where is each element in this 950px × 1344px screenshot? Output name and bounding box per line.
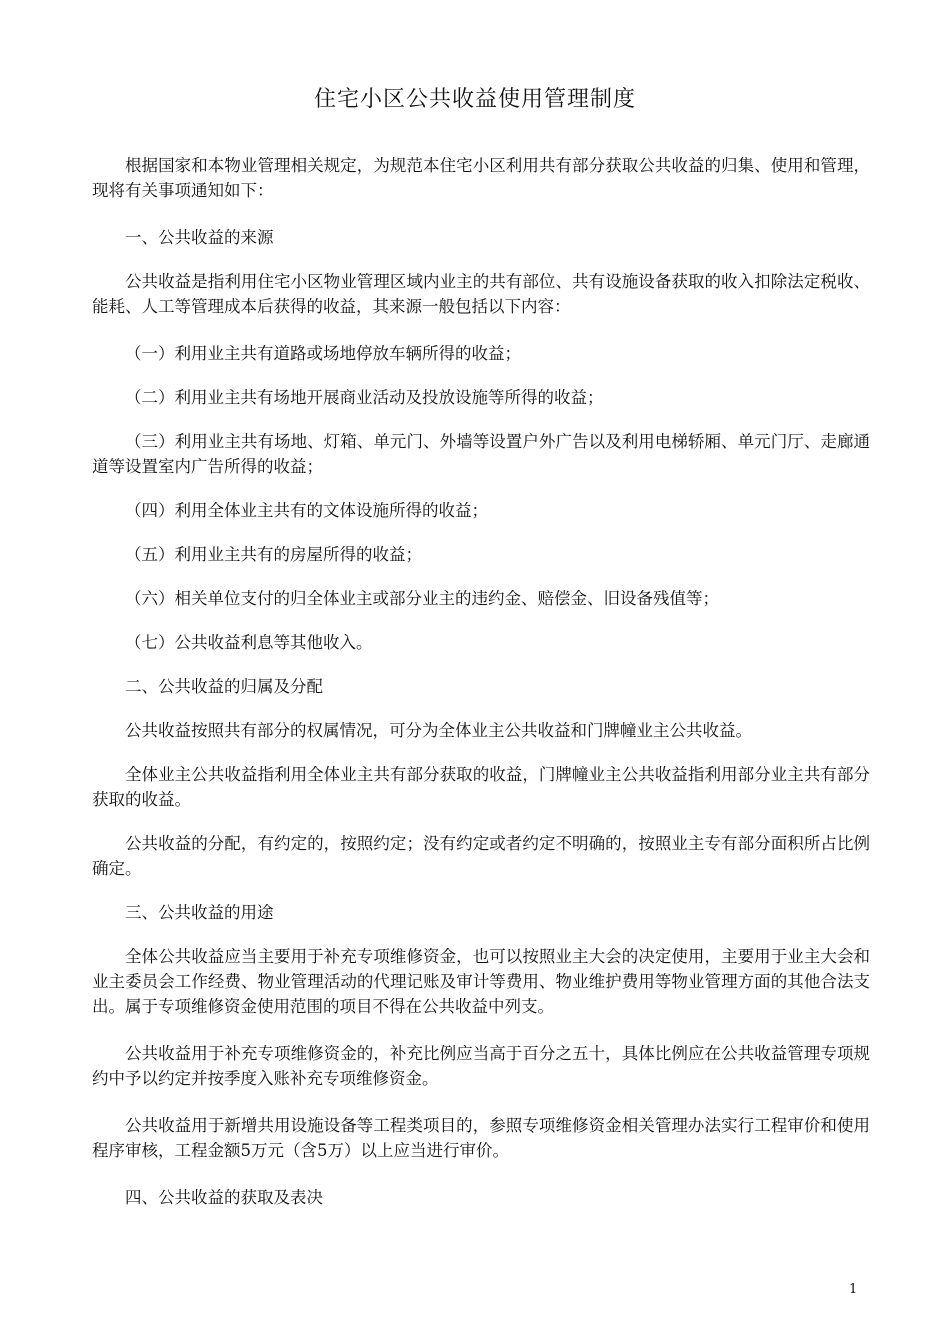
list-item: （二）利用业主共有场地开展商业活动及投放设施等所得的收益； (125, 388, 604, 407)
section-heading-ownership: 二、公共收益的归属及分配 (125, 677, 323, 696)
section-heading-uses: 三、公共收益的用途 (125, 903, 274, 922)
list-item: （四）利用全体业主共有的文体设施所得的收益； (125, 501, 488, 520)
section-heading-voting: 四、公共收益的获取及表决 (125, 1188, 323, 1207)
list-item: （三）利用业主共有场地、灯箱、单元门、外墙等设置户外广告以及利用电梯轿厢、单元门厅、走廊通道等设置室内广告所得的收益； (92, 432, 870, 476)
list-item: （六）相关单位支付的归全体业主或部分业主的违约金、赔偿金、旧设备残值等； (125, 589, 719, 608)
list-item: （七）公共收益利息等其他收入。 (125, 633, 373, 652)
sources-paragraph: 公共收益是指利用住宅小区物业管理区域内业主的共有部位、共有设施设备获取的收入扣除法定税收、能耗、人工等管理成本后获得的收益，其来源一般包括以下内容： (92, 272, 870, 316)
list-item: （一）利用业主共有道路或场地停放车辆所得的收益； (125, 344, 521, 363)
page-number: 1 (849, 1282, 858, 1297)
uses-paragraph: 公共收益用于新增共用设施设备等工程类项目的，参照专项维修资金相关管理办法实行工程审价和使用程序审核，工程金额5万元（含5万）以上应当进行审价。 (92, 1116, 870, 1160)
ownership-paragraph: 公共收益的分配，有约定的，按照约定；没有约定或者约定不明确的，按照业主专有部分面积所占比例确定。 (92, 834, 870, 878)
ownership-paragraph: 全体业主公共收益指利用全体业主共有部分获取的收益，门牌幢业主公共收益指利用部分业主共有部分获取的收益。 (92, 765, 870, 809)
document-body (92, 153, 870, 1229)
ownership-paragraph: 公共收益按照共有部分的权属情况，可分为全体业主公共收益和门牌幢业主公共收益。 (125, 721, 752, 740)
intro-paragraph: 根据国家和本物业管理相关规定，为规范本住宅小区利用共有部分获取公共收益的归集、使用和管理，现将有关事项通知如下： (92, 156, 870, 200)
list-item: （五）利用业主共有的房屋所得的收益； (125, 545, 422, 564)
uses-paragraph: 全体公共收益应当主要用于补充专项维修资金，也可以按照业主大会的决定使用，主要用于业主大会和业主委员会工作经费、物业管理活动的代理记账及审计等费用、物业维护费用等物业管理方面的其他合法支出。属于专项维修资金使用范围的项目不得在公共收益中列支。 (92, 947, 870, 1016)
uses-paragraph: 公共收益用于补充专项维修资金的，补充比例应当高于百分之五十，具体比例应在公共收益管理专项规约中予以约定并按季度入账补充专项维修资金。 (92, 1044, 870, 1088)
document-title: 住宅小区公共收益使用管理制度 (313, 87, 636, 112)
section-heading-sources: 一、公共收益的来源 (125, 228, 274, 247)
